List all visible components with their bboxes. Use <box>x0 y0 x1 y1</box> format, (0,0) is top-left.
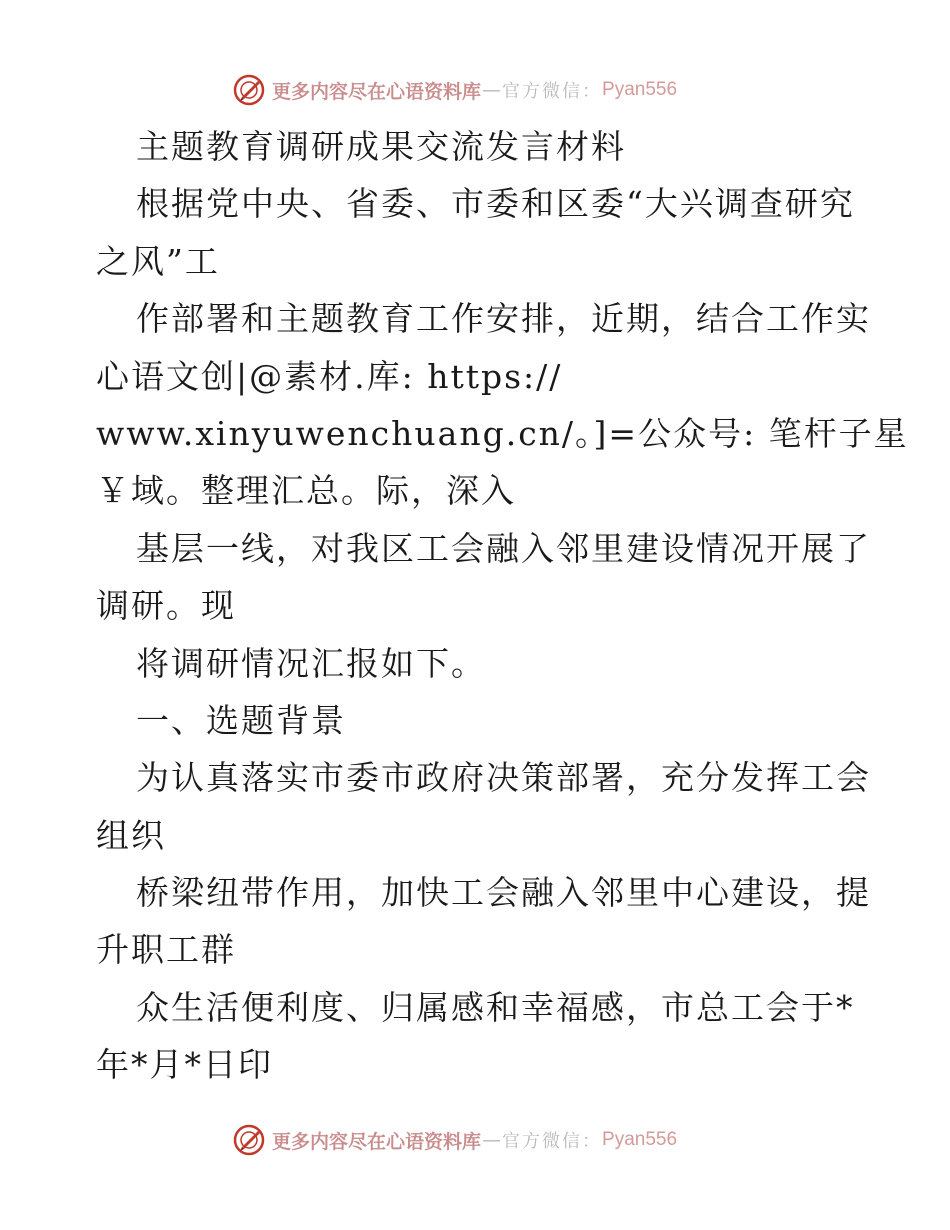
paragraph-line: 年*月*日印 <box>96 1045 273 1085</box>
pen-logo-icon <box>232 73 266 107</box>
banner-wechat-label: 官方微信： <box>502 81 603 102</box>
banner-separator: — <box>482 1129 502 1151</box>
pen-logo-icon <box>232 1123 266 1157</box>
paragraph-line: 升职工群 <box>96 930 236 970</box>
banner-wechat-label: 官方微信： <box>502 1131 603 1152</box>
banner-brand-text: 更多内容尽在心语资料库 <box>272 1130 482 1153</box>
section-heading: 一、选题背景 <box>136 700 346 740</box>
paragraph-line: ￥域。整理汇总。际，深入 <box>96 471 516 511</box>
document-title: 主题教育调研成果交流发言材料 <box>136 127 626 166</box>
paragraph-line: 桥梁纽带作用，加快工会融入邻里中心建设，提 <box>136 873 871 913</box>
paragraph-line: 根据党中央、省委、市委和区委“大兴调查研究 <box>136 184 855 224</box>
header-banner <box>232 72 677 108</box>
paragraph-line: 作部署和主题教育工作安排，近期，结合工作实 <box>136 299 871 339</box>
paragraph-line: 将调研情况汇报如下。 <box>136 643 486 683</box>
paragraph-line: 调研。现 <box>96 586 236 626</box>
paragraph-line: 为认真落实市委市政府决策部署，充分发挥工会 <box>136 758 871 798</box>
paragraph-line: 众生活便利度、归属感和幸福感，市总工会于* <box>136 987 855 1027</box>
banner-wechat-id: Pyan556 <box>602 79 678 100</box>
banner-separator: — <box>482 79 502 101</box>
footer-banner <box>232 1122 677 1158</box>
watermark-source-line: 心语文创|@素材.库: https:// <box>96 356 563 396</box>
document-body <box>96 118 909 1094</box>
banner-brand-text: 更多内容尽在心语资料库 <box>272 80 482 103</box>
paragraph-line: 组织 <box>96 815 166 855</box>
paragraph-line: 基层一线，对我区工会融入邻里建设情况开展了 <box>136 528 871 568</box>
paragraph-line: 之风”工 <box>96 241 220 281</box>
watermark-url-line: www.xinyuwenchuang.cn/。]=公众号: 笔杆子星 <box>96 413 909 453</box>
banner-wechat-id: Pyan556 <box>602 1129 678 1150</box>
